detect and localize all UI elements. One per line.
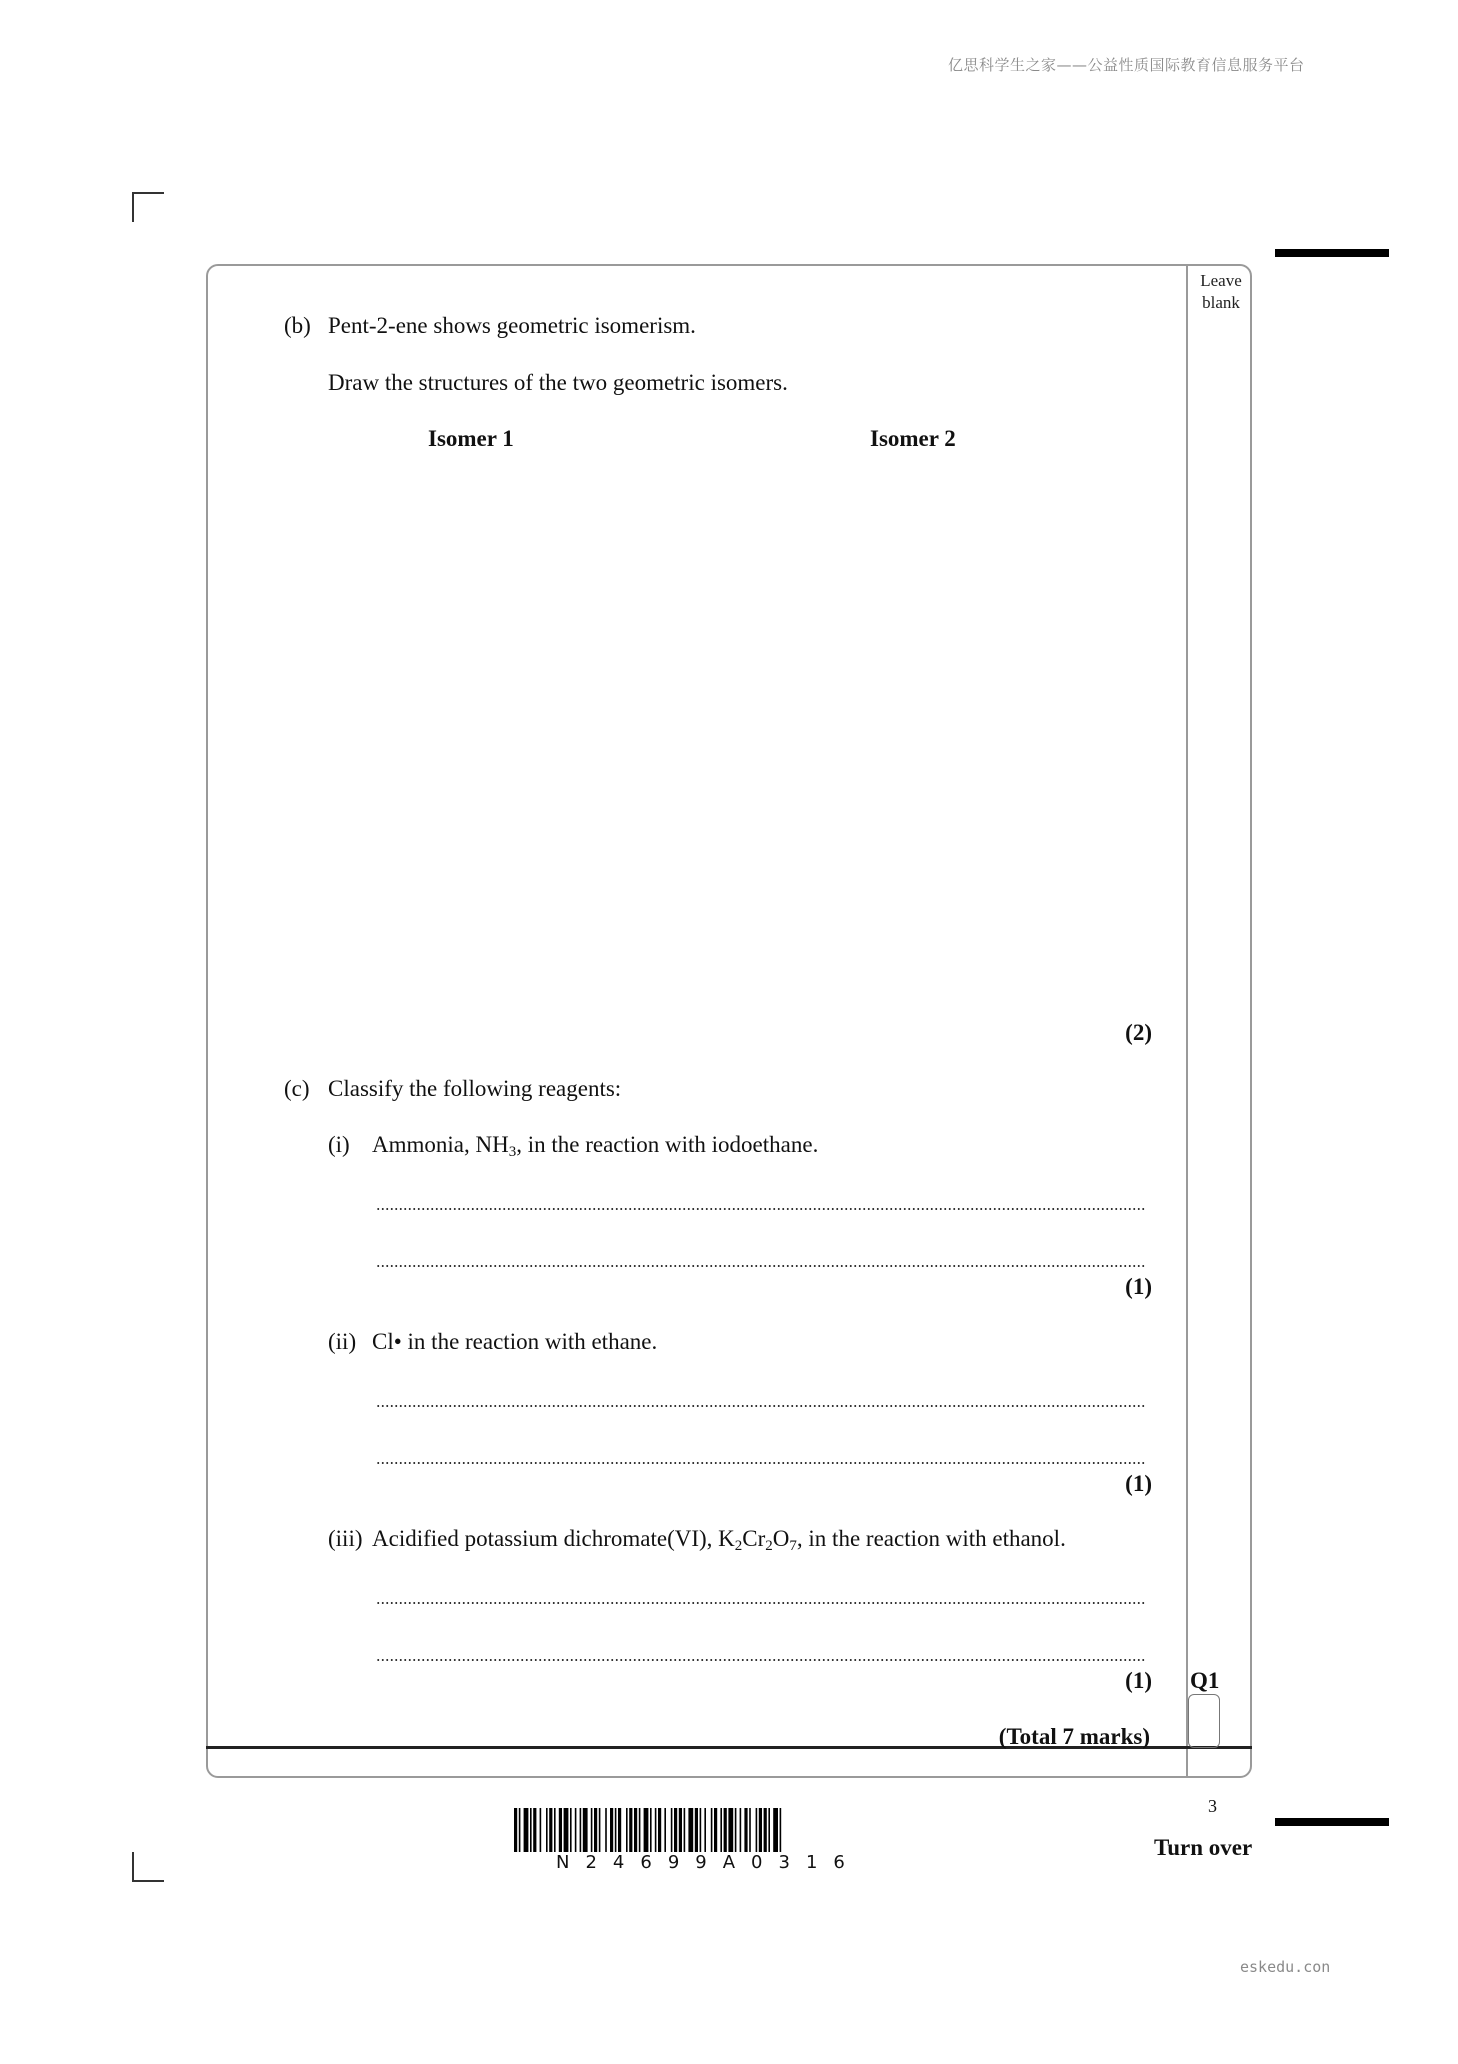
isomer-2-heading: Isomer 2 [870, 426, 956, 451]
barcode-bar [554, 1808, 556, 1852]
question-reference: Q1 [1190, 1668, 1220, 1693]
barcode-bar [605, 1808, 607, 1852]
barcode-bar [626, 1808, 628, 1852]
barcode-graphic [514, 1808, 954, 1852]
item-iii-text: Acidified potassium dichromate(VI), $K_2Cr_2O_7$, in the reaction with ethanol. [372, 1526, 1066, 1554]
barcode-bar [674, 1808, 677, 1852]
barcode-bar [724, 1808, 727, 1852]
isomer-1-drawing-area[interactable] [300, 470, 720, 990]
margin-bar-bottom [1275, 1818, 1389, 1826]
barcode-bar [618, 1808, 621, 1852]
barcode-bar [615, 1808, 617, 1852]
barcode-bar [570, 1808, 572, 1852]
barcode-bar [564, 1808, 569, 1852]
crop-mark-top-left-v [132, 192, 134, 222]
barcode-bar [540, 1808, 542, 1852]
part-b-label: (b) [284, 313, 311, 338]
barcode-bar [524, 1808, 529, 1852]
barcode-bar [639, 1808, 641, 1852]
leave-blank-column-rule [1186, 266, 1188, 1776]
total-marks: (Total 7 marks) [998, 1724, 1150, 1749]
isomer-2-drawing-area[interactable] [740, 470, 1160, 990]
barcode-bar [740, 1808, 742, 1852]
barcode-bar [629, 1808, 632, 1852]
examiner-score-box[interactable] [1188, 1694, 1220, 1748]
barcode-bar [720, 1808, 722, 1852]
answer-line-iii-2[interactable] [376, 1658, 1146, 1662]
barcode-bar [530, 1808, 532, 1852]
barcode-bar [749, 1808, 751, 1852]
barcode-bar [773, 1808, 778, 1852]
part-b-statement: Pent-2-ene shows geometric isomerism. [328, 313, 696, 338]
page-number: 3 [1208, 1796, 1217, 1816]
barcode-bar [559, 1808, 562, 1852]
margin-bar-top [1275, 249, 1389, 257]
barcode-bar [759, 1808, 762, 1852]
barcode-bar [679, 1808, 682, 1852]
barcode-bar [634, 1808, 637, 1852]
barcode-bar [580, 1808, 582, 1852]
barcode-bar [768, 1808, 770, 1852]
item-ii-marks: (1) [1125, 1471, 1152, 1496]
part-c-label: (c) [284, 1076, 310, 1101]
watermark-header: 亿思科学生之家——公益性质国际教育信息服务平台 [948, 56, 1305, 74]
barcode-bar [711, 1808, 713, 1852]
barcode-bar [764, 1808, 767, 1852]
barcode-bar [735, 1808, 737, 1852]
part-b-marks: (2) [1125, 1020, 1152, 1045]
turn-over: Turn over [1154, 1835, 1253, 1860]
answer-line-ii-1[interactable] [376, 1404, 1146, 1408]
part-c-instruction: Classify the following reagents: [328, 1076, 622, 1101]
barcode-bar [575, 1808, 577, 1852]
barcode-bar [644, 1808, 649, 1852]
barcode-bar [650, 1808, 652, 1852]
barcode-bar [688, 1808, 693, 1852]
item-ii-text: Cl• in the reaction with ethane. [372, 1329, 658, 1354]
barcode-bar [549, 1808, 552, 1852]
answer-line-ii-2[interactable] [376, 1461, 1146, 1465]
crop-mark-bottom-left-h [132, 1880, 164, 1882]
item-iii-label: (iii) [328, 1526, 363, 1551]
barcode-bar [658, 1808, 661, 1852]
barcode-bar [591, 1808, 593, 1852]
barcode-bar [684, 1808, 686, 1852]
barcode-bar [655, 1808, 657, 1852]
item-i-marks: (1) [1125, 1274, 1152, 1299]
barcode-bar [519, 1808, 521, 1852]
barcode-bar [780, 1808, 782, 1852]
barcode-bar [546, 1808, 548, 1852]
part-b-instruction: Draw the structures of the two geometric isomers. [328, 370, 788, 395]
item-i-label: (i) [328, 1132, 350, 1157]
barcode-bar [599, 1808, 601, 1852]
item-i-text: Ammonia, $NH_3$, in the reaction with iodoethane. [372, 1132, 819, 1160]
barcode-bar [728, 1808, 733, 1852]
isomer-1-heading: Isomer 1 [428, 426, 514, 451]
barcode-bar [533, 1808, 536, 1852]
answer-line-i-1[interactable] [376, 1207, 1146, 1211]
crop-mark-top-left-h [132, 192, 164, 194]
barcode-number: N24699A0316 [556, 1852, 861, 1873]
answer-line-iii-1[interactable] [376, 1601, 1146, 1605]
barcode-bar [594, 1808, 597, 1852]
barcode-bar [744, 1808, 747, 1852]
barcode-bar [583, 1808, 588, 1852]
item-ii-label: (ii) [328, 1329, 357, 1354]
watermark-footer: eskedu.con [1240, 1958, 1331, 1976]
barcode-bar [756, 1808, 758, 1852]
barcode-bar [704, 1808, 706, 1852]
barcode-bar [714, 1808, 717, 1852]
barcode-bar [700, 1808, 702, 1852]
barcode-bar [671, 1808, 673, 1852]
item-iii-marks: (1) [1125, 1668, 1152, 1693]
barcode-bar [695, 1808, 698, 1852]
barcode-bar [610, 1808, 613, 1852]
crop-mark-bottom-left-v [132, 1852, 134, 1882]
barcode-bar [514, 1808, 517, 1852]
leave-blank-label: Leave blank [1200, 271, 1242, 312]
answer-line-i-2[interactable] [376, 1264, 1146, 1268]
barcode-bar [664, 1808, 666, 1852]
